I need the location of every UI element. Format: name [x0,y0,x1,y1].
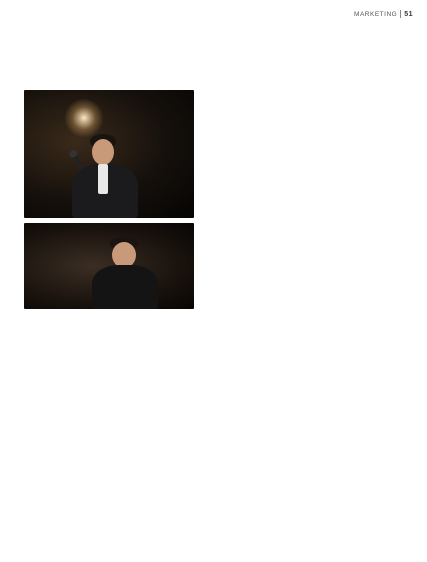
speaker-photo-zheng [24,223,194,309]
speaker-figure [70,134,140,218]
page-header [354,10,413,18]
left-column [24,86,194,544]
speaker-figure [92,237,158,309]
speaker-photo-li [24,90,194,218]
right-column [228,86,400,544]
page-number: 51 [404,10,413,18]
stage-light [64,98,104,138]
header-divider [400,10,401,18]
section-label: MARKETING [354,10,398,18]
